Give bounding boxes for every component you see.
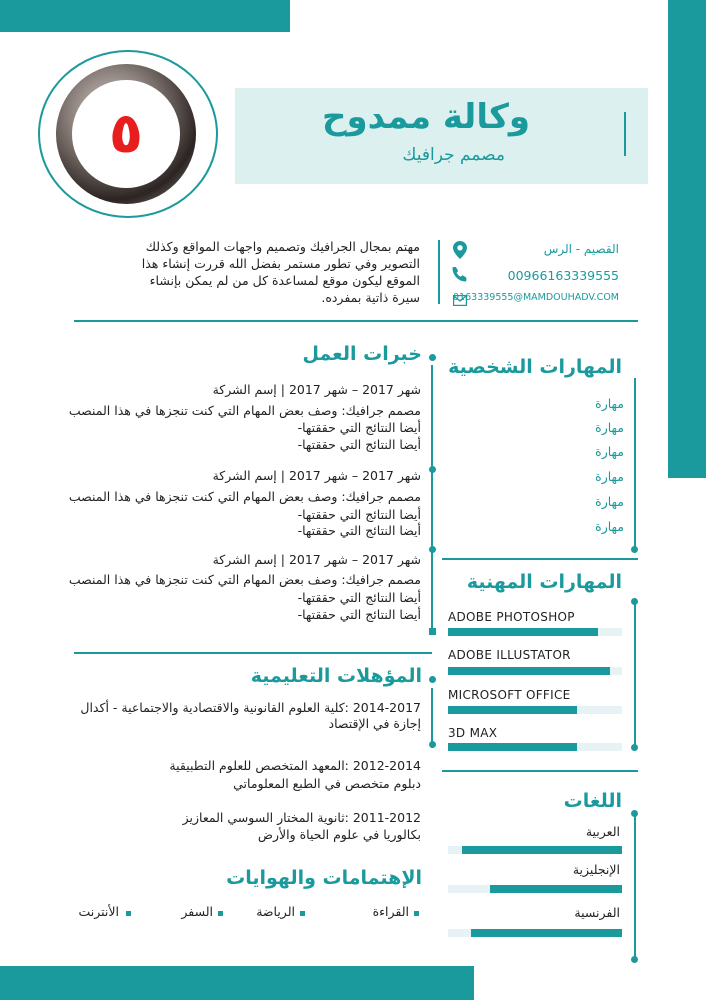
bottom-accent-bar [0,966,474,1000]
education-line: 2011-2012 :ثانوية المختار السوسي المعازيز [182,810,421,825]
hobby-bullet [218,911,223,916]
hobby-bullet [126,911,131,916]
language-bar-fill [471,929,622,937]
section-divider-top [74,320,638,322]
skill-item: مهارة [595,494,624,509]
hobby-item: الأنترنت [78,904,119,919]
language-bar-track [448,885,622,893]
experience-result: أيضا النتائج التي حققتها- [297,507,421,522]
phone-icon [452,266,468,282]
experience-title: خبرات العمل [302,343,422,365]
tool-label: ADOBE PHOTOSHOP [448,610,575,624]
tool-label: 3D MAX [448,726,498,740]
header-divider [624,112,626,156]
profile-name: وكالة ممدوح [321,97,530,137]
skill-bar-track [448,706,622,714]
language-label: العربية [585,824,620,839]
skill-bar-fill [448,667,610,675]
skill-item: مهارة [595,396,624,411]
skill-bar-fill [448,743,577,751]
education-degree: إجازة في الإقتصاد [328,716,421,731]
experience-role: مصمم جرافيك: وصف بعض المهام التي كنت تنجزها في هذا المنصب [68,489,421,504]
language-bar-track [448,846,622,854]
skill-bar-track [448,743,622,751]
experience-result: أيضا النتائج التي حققتها- [297,607,421,622]
hobby-bullet [414,911,419,916]
skill-bar-track [448,628,622,636]
contact-location: القصيم - الرس [543,242,619,256]
skill-item: مهارة [595,469,624,484]
skill-item: مهارة [595,444,624,459]
language-bar-track [448,929,622,937]
timeline-dot [631,546,638,553]
section-divider-languages [442,770,638,772]
timeline-dot [429,354,436,361]
contact-email[interactable]: 0163339555@MAMDOUHADV.COM [453,292,619,303]
contact-phone[interactable]: 00966163339555 [507,268,619,283]
experience-result: أيضا النتائج التي حققتها- [297,437,421,452]
experience-date: شهر 2017 – شهر 2017 | إسم الشركة [212,468,421,483]
skill-item: مهارة [595,420,624,435]
top-accent-bar [0,0,290,32]
timeline-dot [429,676,436,683]
languages-title: اللغات [563,790,622,812]
skill-item: مهارة [595,519,624,534]
logo [72,80,180,188]
tool-label: ADOBE ILLUSTATOR [448,648,571,662]
section-divider-education [74,652,432,654]
timeline-dot [429,546,436,553]
pro-skills-title: المهارات المهنية [466,571,622,593]
skill-bar-fill [448,628,598,636]
section-divider-skills [442,558,638,560]
experience-date: شهر 2017 – شهر 2017 | إسم الشركة [212,552,421,567]
personal-skills-timeline [634,378,636,548]
education-line: 2014-2017 :كلية العلوم القانونية والاقتصادية والاجتماعية - أكدال [80,700,421,715]
hobby-item: القراءة [372,904,409,919]
skill-bar-fill [448,706,577,714]
timeline-dot [631,598,638,605]
logo-digit: ٥ [108,101,144,166]
experience-timeline [431,365,433,633]
experience-result: أيضا النتائج التي حققتها- [297,420,421,435]
experience-result: أيضا النتائج التي حققتها- [297,590,421,605]
timeline-dot [631,810,638,817]
experience-role: مصمم جرافيك: وصف بعض المهام التي كنت تنجزها في هذا المنصب [68,572,421,587]
education-timeline [431,688,433,748]
bio-text: مهتم بمجال الجرافيك وتصميم واجهات المواقع وكذلك التصوير وفي تطور مستمر بفضل الله قررت إنشاء هذا الموقع ليكون موقع لمساعدة كل من لم يمكن بإنشاء سيرة ذاتية بمفرده. [141,239,420,305]
timeline-dot [631,744,638,751]
personal-skills-title: المهارات الشخصية [448,356,622,378]
education-degree: بكالوريا في علوم الحياة والأرض [257,827,421,842]
education-degree: دبلوم متخصص في الطبع المعلوماتي [233,776,421,791]
skill-bar-track [448,667,622,675]
timeline-dot [429,466,436,473]
languages-timeline [634,812,636,960]
contact-divider [438,240,440,304]
language-bar-fill [490,885,622,893]
language-bar-fill [462,846,622,854]
experience-role: مصمم جرافيك: وصف بعض المهام التي كنت تنجزها في هذا المنصب [68,403,421,418]
timeline-dot [631,956,638,963]
hobby-item: الرياضة [256,904,295,919]
profile-title: مصمم جرافيك [402,145,505,165]
education-title: المؤهلات التعليمية [250,665,422,687]
hobbies-title: الإهتمامات والهوايات [226,867,422,889]
timeline-dot [429,741,436,748]
hobby-bullet [300,911,305,916]
hobby-item: السفر [181,904,213,919]
tool-label: MICROSOFT OFFICE [448,688,571,702]
education-line: 2012-2014 :المعهد المتخصص للعلوم التطبيقية [169,758,421,773]
right-accent-bar [668,0,706,478]
experience-result: أيضا النتائج التي حققتها- [297,523,421,538]
timeline-dot [429,628,436,635]
language-label: الإنجليزية [572,862,620,877]
language-label: الفرنسية [574,905,620,920]
pro-skills-timeline [634,600,636,750]
experience-date: شهر 2017 – شهر 2017 | إسم الشركة [212,382,421,397]
location-icon [452,241,468,257]
